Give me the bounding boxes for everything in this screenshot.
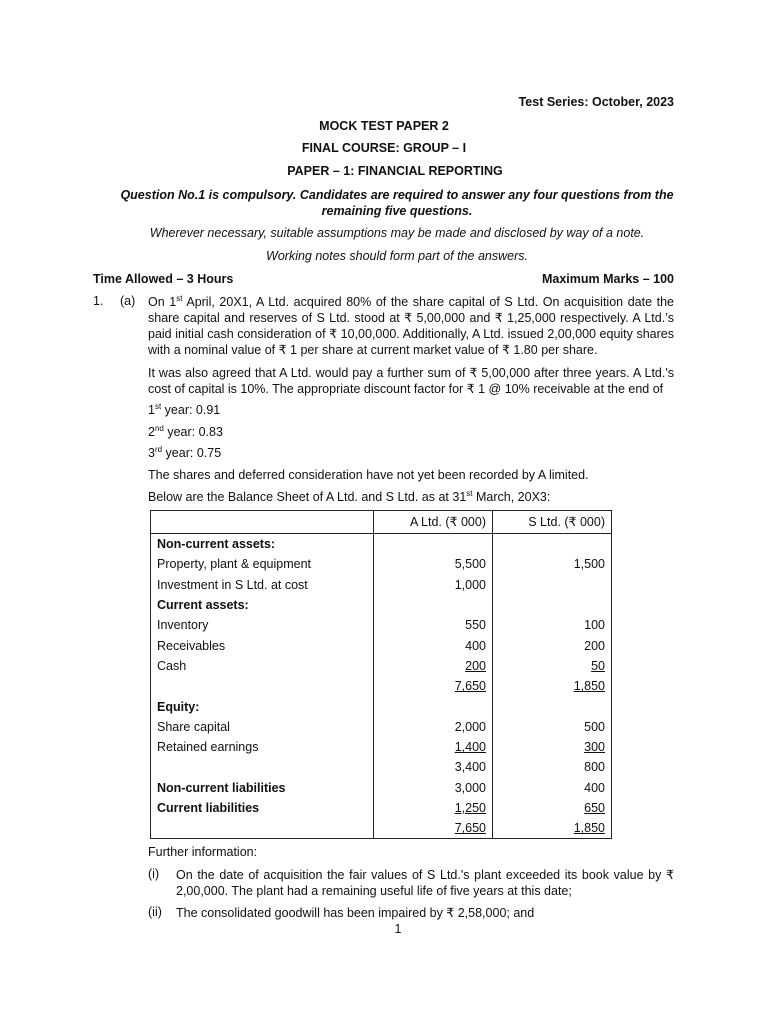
discount-factor-year-1: 1st year: 0.91 xyxy=(148,401,221,417)
table-row xyxy=(151,554,612,574)
further-item-number: (ii) xyxy=(148,905,162,919)
row-label: Current liabilities xyxy=(151,798,374,818)
page-number: 1 xyxy=(394,922,402,936)
assumption-instruction: Wherever necessary, suitable assumptions may be made and disclosed by way of a note. xyxy=(149,226,645,240)
further-item-number: (i) xyxy=(148,867,160,881)
s-ltd-value xyxy=(493,818,612,839)
question-paragraph-1: On 1st April, 20X1, A Ltd. acquired 80% of the share capital of S Ltd. On acquisition date the share capital and reserves of S Ltd. stood at ₹ 5,00,000 and ₹ 1,25,000 respectively. A Ltd.’s paid initial cash consideration of ₹ 10,00,000. Additionally, A Ltd. issued 2,00,000 equity shares with a nominal value of ₹ 1 per share at current market value of ₹ 1.80 per share. xyxy=(148,293,674,357)
table-row xyxy=(151,818,612,839)
a-ltd-amount: 1,250 xyxy=(454,801,486,815)
a-ltd-amount: 3,000 xyxy=(454,780,486,795)
table-row xyxy=(151,737,612,757)
further-item-text: The consolidated goodwill has been impaired by ₹ 2,58,000; and xyxy=(176,906,535,920)
row-label: Equity: xyxy=(151,696,374,716)
table-row xyxy=(151,635,612,655)
test-series-label: Test Series: October, 2023 xyxy=(518,95,674,109)
mock-test-title: MOCK TEST PAPER 2 xyxy=(319,119,449,133)
row-label: Non-current liabilities xyxy=(151,778,374,798)
s-ltd-amount: 500 xyxy=(584,719,605,734)
a-ltd-amount: 7,650 xyxy=(454,679,486,694)
row-label: Inventory xyxy=(151,615,374,635)
maximum-marks: Maximum Marks – 100 xyxy=(541,272,674,286)
time-allowed: Time Allowed – 3 Hours xyxy=(93,272,234,286)
a-ltd-value xyxy=(374,575,493,595)
a-ltd-amount: 2,000 xyxy=(454,719,486,734)
s-ltd-value xyxy=(493,676,612,696)
row-label xyxy=(151,757,374,777)
table-row xyxy=(151,778,612,798)
question-paragraph-3: The shares and deferred consideration have not yet been recorded by A limited. xyxy=(148,468,589,482)
table-row xyxy=(151,615,612,635)
question-paragraph-4: Below are the Balance Sheet of A Ltd. and S Ltd. as at 31st March, 20X3: xyxy=(148,488,551,504)
row-label: Share capital xyxy=(151,717,374,737)
a-ltd-value xyxy=(374,818,493,839)
s-ltd-amount: 1,850 xyxy=(573,679,605,694)
a-ltd-value xyxy=(374,717,493,737)
header-blank-cell xyxy=(151,511,374,534)
a-ltd-value xyxy=(374,534,493,555)
a-ltd-value xyxy=(374,757,493,777)
a-ltd-amount: 200 xyxy=(465,658,486,673)
s-ltd-amount: 50 xyxy=(591,658,605,673)
balance-sheet-table xyxy=(150,510,612,839)
column-header-a-ltd: A Ltd. (₹ 000) xyxy=(374,511,493,534)
s-ltd-amount: 300 xyxy=(584,740,605,755)
discount-factor-year-2: 2nd year: 0.83 xyxy=(148,423,223,439)
question-paragraph-2: It was also agreed that A Ltd. would pay a further sum of ₹ 5,00,000 after three years. A Ltd.'s cost of capital is 10%. The appropriate discount factor for ₹ 1 @ 10% receivable at the end of xyxy=(148,366,674,396)
row-label: Cash xyxy=(151,656,374,676)
table-row xyxy=(151,676,612,696)
s-ltd-value xyxy=(493,717,612,737)
a-ltd-amount: 3,400 xyxy=(454,760,486,775)
a-ltd-value xyxy=(374,676,493,696)
s-ltd-value xyxy=(493,534,612,555)
row-label: Current assets: xyxy=(151,595,374,615)
paper-title: PAPER – 1: FINANCIAL REPORTING xyxy=(287,164,503,178)
table-row xyxy=(151,798,612,818)
a-ltd-value xyxy=(374,798,493,818)
row-label: Property, plant & equipment xyxy=(151,554,374,574)
table-row xyxy=(151,595,612,615)
further-item-text: On the date of acquisition the fair values of S Ltd.'s plant exceeded its book value by ₹ 2,00,000. The plant had a remaining useful life of five years at this date; xyxy=(176,868,674,898)
a-ltd-amount: 550 xyxy=(465,618,486,633)
a-ltd-value xyxy=(374,615,493,635)
a-ltd-amount: 400 xyxy=(465,638,486,653)
a-ltd-value xyxy=(374,737,493,757)
s-ltd-amount: 400 xyxy=(584,780,605,795)
compulsory-instruction: Question No.1 is compulsory. Candidates are required to answer any four questions from the remaining five questions. xyxy=(120,188,674,218)
row-label xyxy=(151,676,374,696)
a-ltd-value xyxy=(374,778,493,798)
s-ltd-value xyxy=(493,696,612,716)
s-ltd-amount: 800 xyxy=(584,760,605,775)
s-ltd-value xyxy=(493,554,612,574)
a-ltd-amount: 1,400 xyxy=(454,740,486,755)
s-ltd-amount: 200 xyxy=(584,638,605,653)
s-ltd-amount: 1,500 xyxy=(573,557,605,572)
s-ltd-value xyxy=(493,575,612,595)
s-ltd-value xyxy=(493,615,612,635)
a-ltd-amount: 1,000 xyxy=(454,577,486,592)
s-ltd-value xyxy=(493,778,612,798)
row-label: Non-current assets: xyxy=(151,534,374,555)
row-label: Investment in S Ltd. at cost xyxy=(151,575,374,595)
course-title: FINAL COURSE: GROUP – I xyxy=(301,141,467,155)
table-row xyxy=(151,534,612,555)
working-notes-instruction: Working notes should form part of the answers. xyxy=(266,249,528,263)
table-row xyxy=(151,575,612,595)
a-ltd-value xyxy=(374,635,493,655)
s-ltd-value xyxy=(493,635,612,655)
row-label: Receivables xyxy=(151,635,374,655)
s-ltd-value xyxy=(493,595,612,615)
s-ltd-value xyxy=(493,656,612,676)
s-ltd-amount: 1,850 xyxy=(573,821,605,836)
a-ltd-value xyxy=(374,656,493,676)
row-label: Retained earnings xyxy=(151,737,374,757)
s-ltd-value xyxy=(493,757,612,777)
table-row xyxy=(151,757,612,777)
question-number: 1. xyxy=(93,294,104,308)
a-ltd-amount: 7,650 xyxy=(454,821,486,836)
question-part: (a) xyxy=(120,294,136,308)
table-row xyxy=(151,696,612,716)
a-ltd-value xyxy=(374,554,493,574)
a-ltd-value xyxy=(374,696,493,716)
column-header-s-ltd: S Ltd. (₹ 000) xyxy=(493,511,612,534)
table-row xyxy=(151,656,612,676)
further-information-title: Further information: xyxy=(148,845,258,859)
s-ltd-value xyxy=(493,737,612,757)
a-ltd-value xyxy=(374,595,493,615)
a-ltd-amount: 5,500 xyxy=(454,557,486,572)
s-ltd-amount: 650 xyxy=(584,801,605,815)
s-ltd-amount: 100 xyxy=(584,618,605,633)
row-label xyxy=(151,818,374,839)
s-ltd-value xyxy=(493,798,612,818)
table-header-row xyxy=(151,511,612,534)
discount-factor-year-3: 3rd year: 0.75 xyxy=(148,444,222,460)
table-row xyxy=(151,717,612,737)
